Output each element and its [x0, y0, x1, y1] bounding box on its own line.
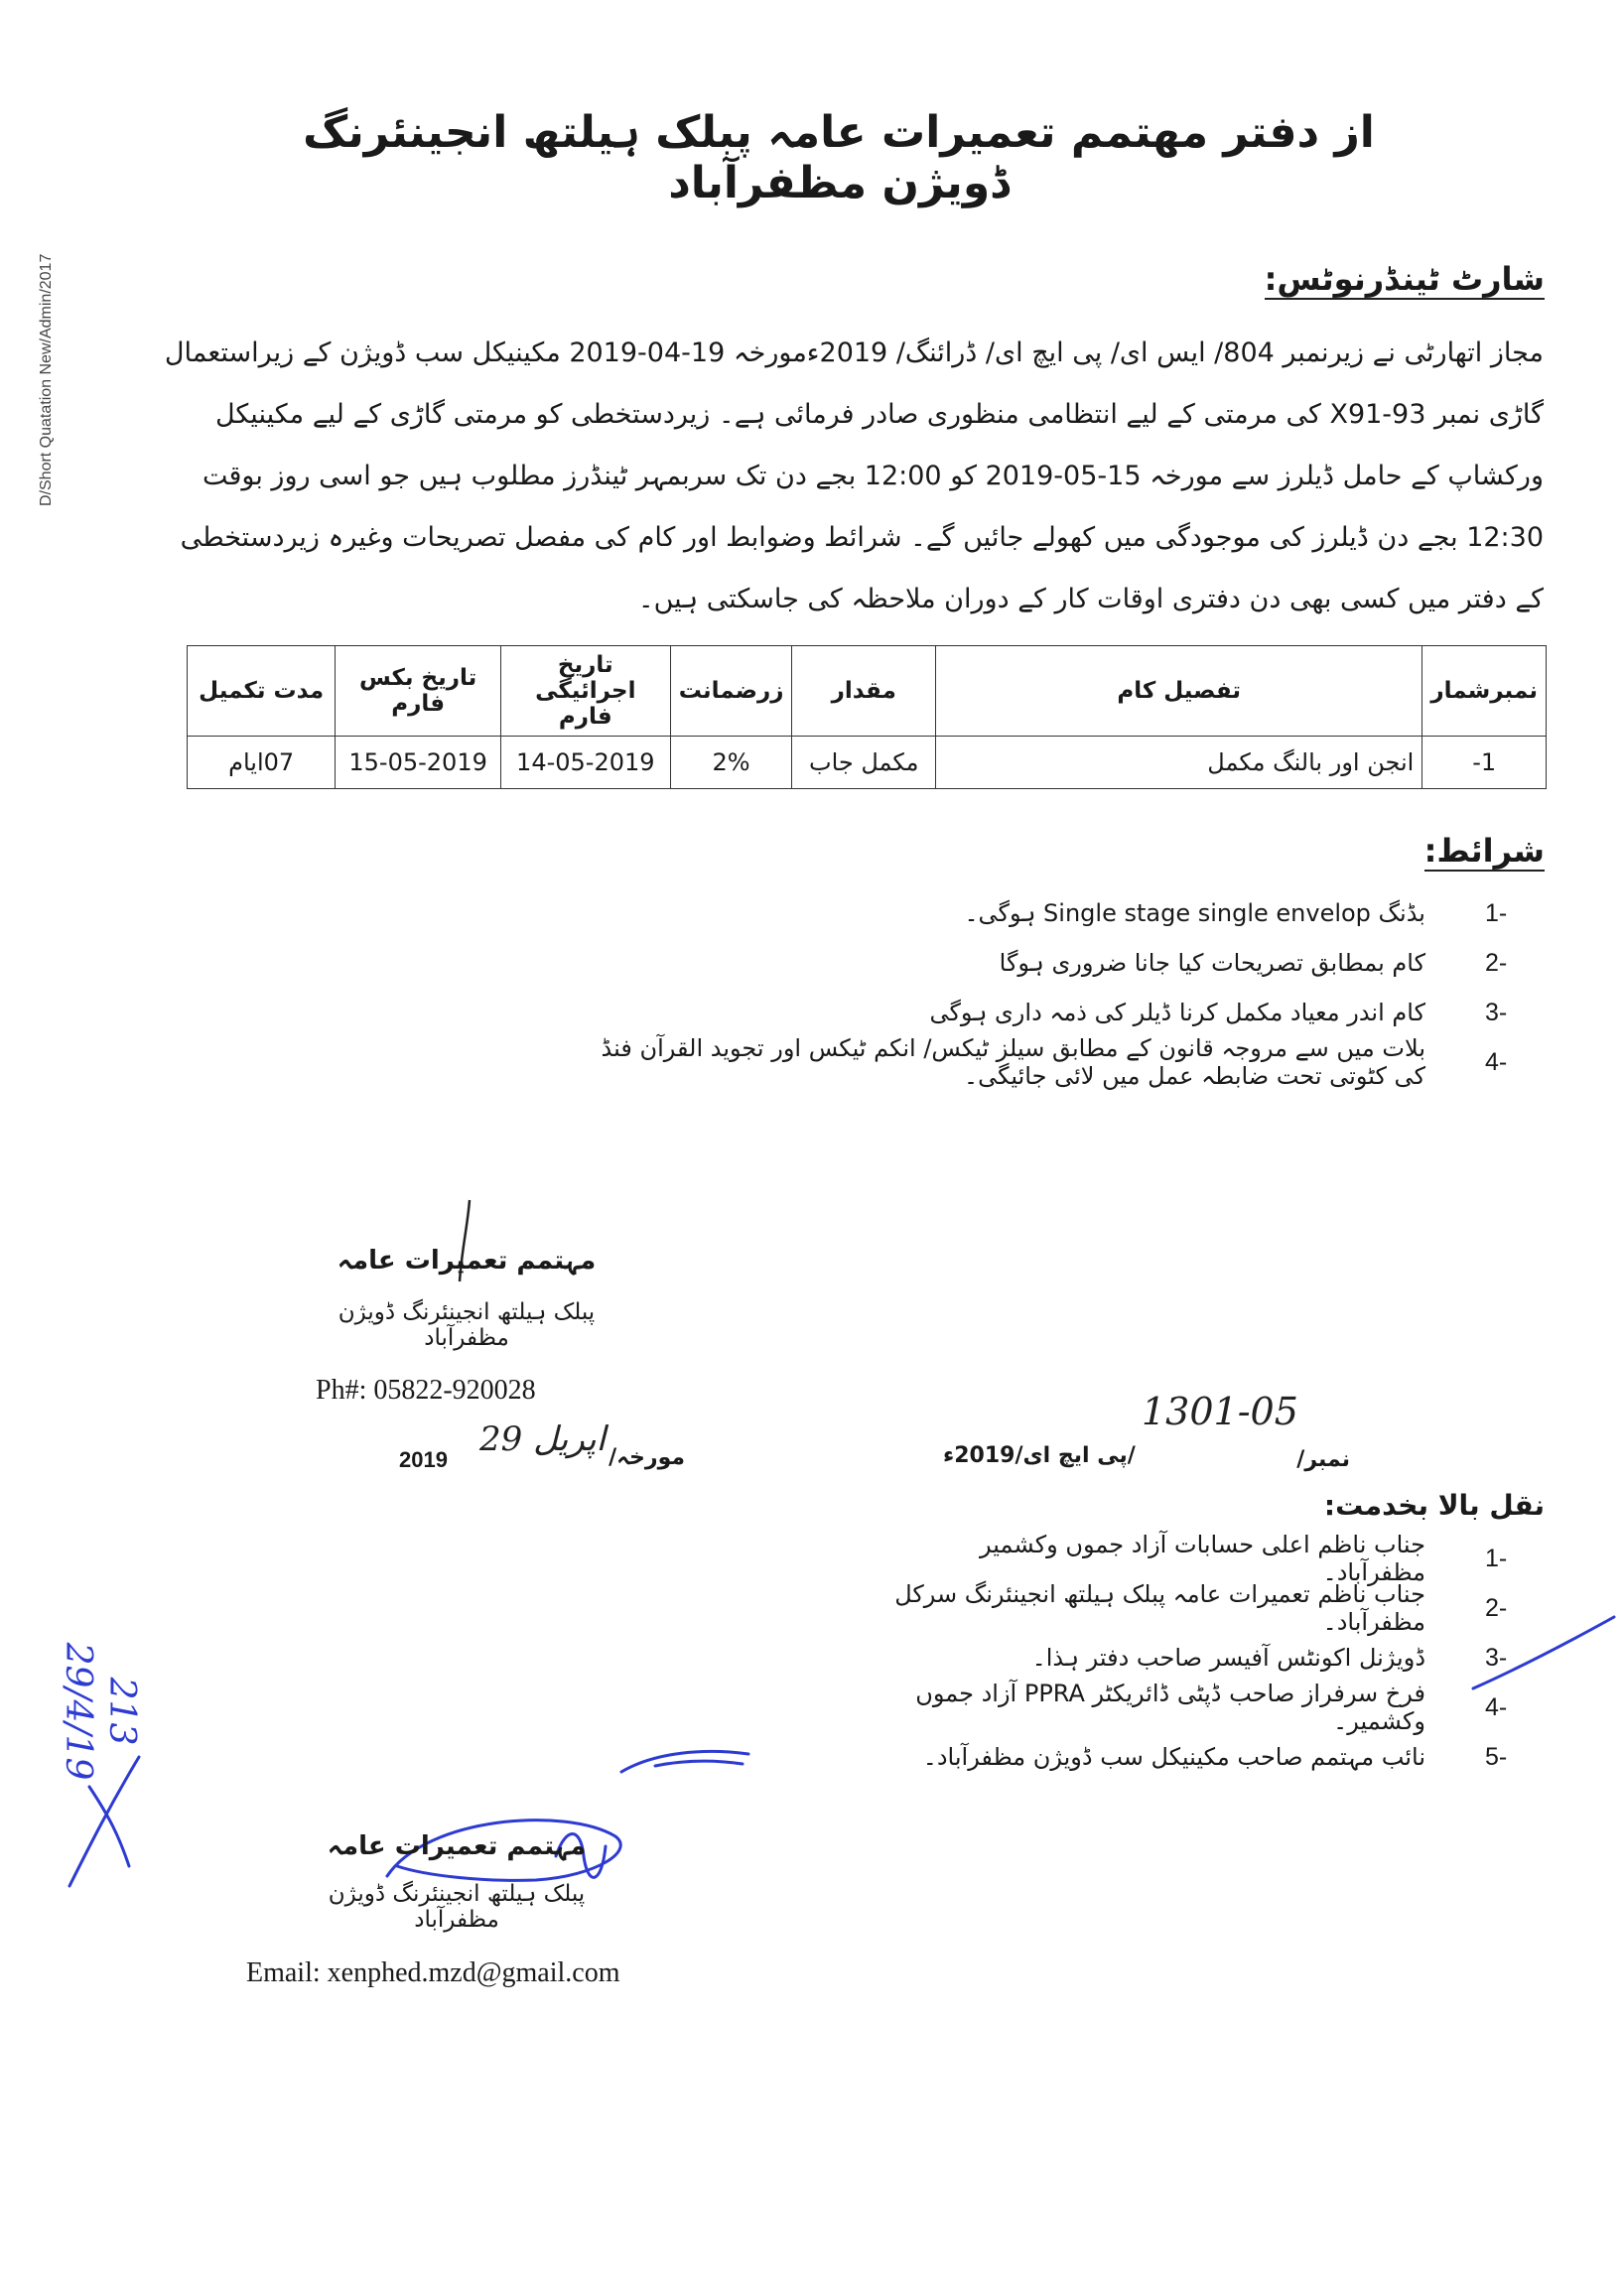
list-item	[893, 1580, 1535, 1636]
margin-signature-stroke	[60, 1747, 149, 1896]
recipient-text: فرخ سرفراز صاحب ڈپٹی ڈائریکٹر PPRA آزاد جموں وکشمیر۔	[915, 1680, 1425, 1735]
header-box-date: تاریخ بکس فارم	[336, 646, 501, 737]
cell-security: 2%	[670, 737, 792, 789]
date-label: مورخہ/	[609, 1445, 685, 1470]
recipient-number: 3-	[1485, 1643, 1508, 1672]
recipient-text: نائب مہتمم صاحب مکینیکل سب ڈویژن مظفرآباد۔	[922, 1743, 1425, 1771]
work-details-table	[187, 645, 1547, 789]
notice-body: مجاز اتھارٹی نے زیرنمبر 804/ ایس ای/ پی ایچ ای/ ڈرائنگ/ 2019ءمورخہ 19-04-2019 مکینیکل سب ڈویژن کے زیراستعمال گاڑی نمبر X91-93 کی مرمتی کے لیے انتظامی منظوری صادر فرمائی ہے۔ زیردستخطی کو مرمتی گاڑی کے لیے مکینیکل ورکشاپ کے حامل ڈیلرز سے مورخہ 15-05-2019 کو 12:00 بجے دن تک سربمہر ٹینڈرز مطلوب ہیں جو اسی روز بوقت 12:30 بجے دن ڈیلرز کی موجودگی میں کھولے جائیں گے۔ شرائط وضوابط اور کام کی مفصل تصریحات وغیرہ زیردستخطی کے دفتر میں کسی بھی دن دفتری اوقات کار کے دوران ملاحظہ کی جاسکتی ہیں۔	[164, 337, 1544, 614]
signatory-organization: پبلک ہیلتھ انجینئرنگ ڈویژن مظفرآباد	[338, 1299, 596, 1351]
condition-text: بلات میں سے مروجہ قانون کے مطابق سیلز ٹیکس/ انکم ٹیکس اور تجوید القرآن فنڈ کی کٹوتی تحت ضابطہ عمل میں لائی جائیگی۔	[601, 1034, 1425, 1090]
cell-serial: 1-	[1422, 737, 1547, 789]
condition-number: 1-	[1485, 898, 1508, 927]
handwritten-number: 1301-05	[1142, 1390, 1298, 1433]
condition-text: کام اندر معیاد مکمل کرنا ڈیلر کی ذمہ داری ہوگی	[929, 999, 1425, 1026]
cell-box-date: 15-05-2019	[336, 737, 501, 789]
table-header-row	[188, 646, 1547, 737]
signatory-organization: پبلک ہیلتھ انجینئرنگ ڈویژن مظفرآباد	[328, 1881, 586, 1933]
table-row	[188, 737, 1547, 789]
signatory-title: مہتمم تعمیرات عامہ	[337, 1246, 597, 1276]
document-reference-code: D/Short Quatation New/Admin/2017	[38, 253, 55, 506]
recipient-number: 5-	[1485, 1742, 1508, 1771]
notice-heading: شارٹ ٹینڈرنوٹس:	[1264, 260, 1545, 298]
reference-code: /پی ایچ ای/2019ء	[943, 1443, 1136, 1468]
recipient-number: 1-	[1485, 1544, 1508, 1572]
contact-email: Email: xenphed.mzd@gmail.com	[246, 1957, 620, 1988]
list-item	[596, 938, 1535, 988]
ink-pointer-stroke	[1469, 1613, 1618, 1692]
copy-to-heading: نقل بالا بخدمت:	[1323, 1489, 1545, 1522]
recipient-text: جناب ناظم تعمیرات عامہ پبلک ہیلتھ انجینئرنگ سرکل مظفرآباد۔	[894, 1580, 1425, 1636]
list-item	[893, 1680, 1535, 1735]
signatory-title: مہتمم تعمیرات عامہ	[327, 1831, 587, 1861]
date-line	[397, 1419, 695, 1489]
recipient-text: جناب ناظم اعلی حسابات آزاد جموں وکشمیر مظفرآباد۔	[979, 1531, 1425, 1586]
signature-block-bottom	[288, 1831, 625, 1933]
list-item	[893, 1531, 1535, 1586]
recipient-text: ڈویژنل اکونٹس آفیسر صاحب دفتر ہذا۔	[1031, 1644, 1425, 1672]
signature-block-top	[298, 1246, 635, 1351]
list-item	[893, 1732, 1535, 1782]
list-item	[596, 1034, 1535, 1090]
condition-number: 2-	[1485, 948, 1508, 977]
handwritten-date: اپریل 29	[479, 1419, 606, 1459]
header-duration: مدت تکمیل	[188, 646, 336, 737]
conditions-heading: شرائط:	[1423, 832, 1545, 870]
list-item	[893, 1633, 1535, 1683]
cell-issue-date: 14-05-2019	[500, 737, 670, 789]
list-item	[596, 988, 1535, 1037]
recipient-number: 2-	[1485, 1593, 1508, 1622]
condition-text: کام بمطابق تصریحات کیا جانا ضروری ہوگا	[999, 949, 1425, 977]
cell-work-detail: انجن اور بالنگ مکمل	[936, 737, 1422, 789]
header-work-detail: تفصیل کام	[936, 646, 1422, 737]
cell-quantity: مکمل جاب	[792, 737, 936, 789]
date-year: 2019	[399, 1447, 448, 1472]
reference-number-line	[943, 1390, 1350, 1479]
recipient-number: 4-	[1485, 1692, 1508, 1721]
phone-number: Ph#: 05822-920028	[316, 1375, 536, 1406]
header-security: زرضمانت	[670, 646, 792, 737]
margin-note-number: 213	[101, 1677, 142, 1746]
header-quantity: مقدار	[792, 646, 936, 737]
copy-to-list	[893, 1531, 1535, 1782]
header-serial: نمبرشمار	[1422, 646, 1547, 737]
margin-note-date: 29/4/19	[58, 1642, 98, 1781]
cell-duration: 07ایام	[188, 737, 336, 789]
condition-number: 4-	[1485, 1047, 1508, 1076]
condition-text: بڈنگ Single stage single envelop ہوگی۔	[964, 899, 1425, 927]
condition-number: 3-	[1485, 998, 1508, 1026]
office-title: از دفتر مهتمم تعمیرات عامہ پبلک ہیلتھ انجینئرنگ ڈویژن مظفرآباد	[303, 107, 1375, 208]
ink-flourish	[615, 1742, 754, 1782]
header-issue-date: تاریخ اجرائیگی فارم	[500, 646, 670, 737]
conditions-list	[596, 888, 1535, 1090]
list-item	[596, 888, 1535, 938]
number-label: نمبر/	[1296, 1447, 1350, 1472]
